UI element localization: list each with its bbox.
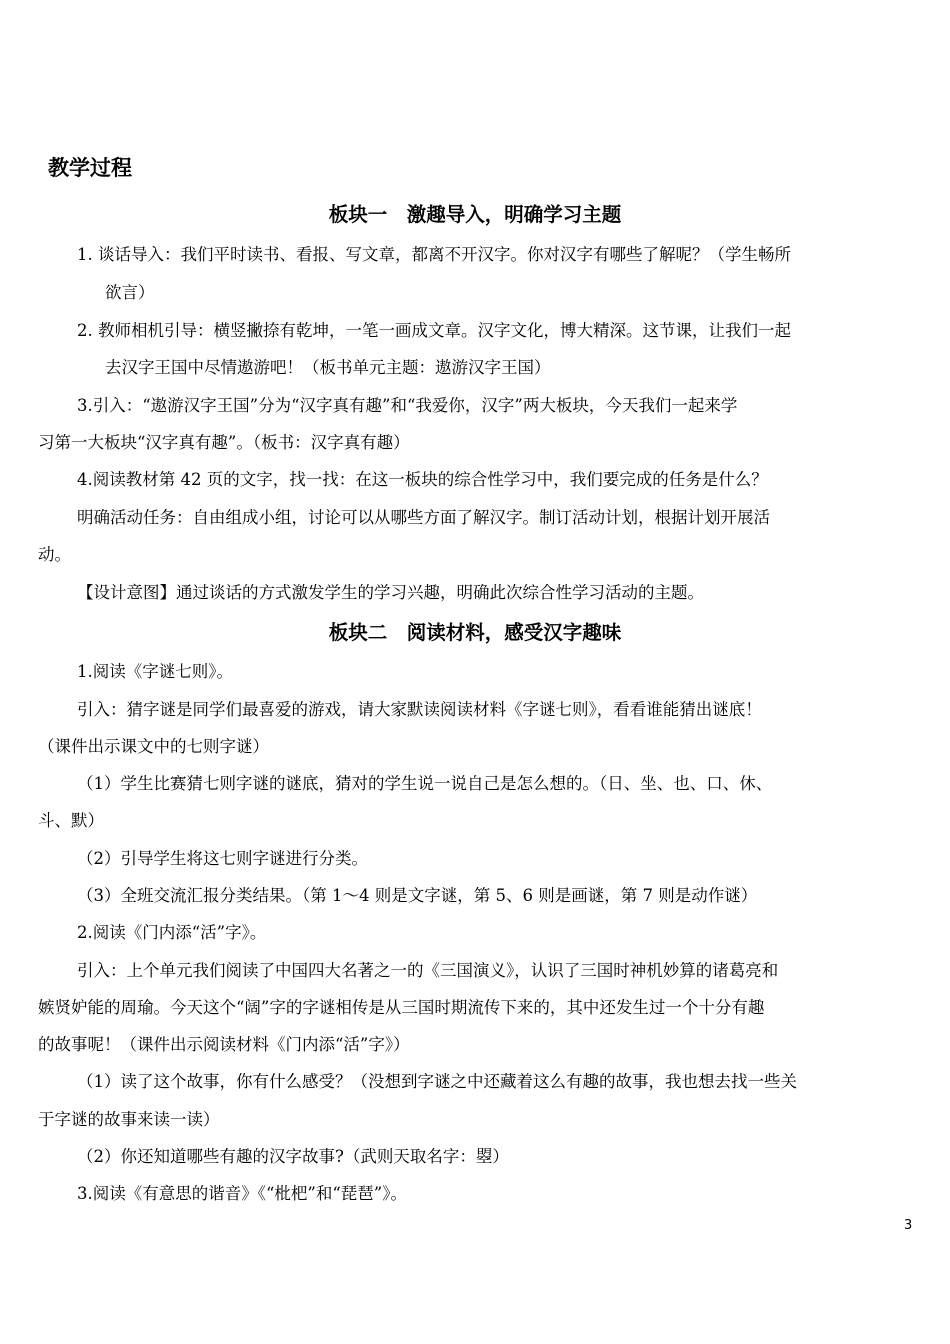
section-heading-2: 板块二 阅读材料，感受汉字趣味 (328, 621, 622, 644)
paragraph-line: （课件出示课文中的七则字谜） (38, 737, 269, 756)
paragraph-line: 引入：上个单元我们阅读了中国四大名著之一的《三国演义》，认识了三国时神机妙算的诸葛亮和 (77, 961, 779, 980)
paragraph-line: 斗、默） (38, 811, 104, 830)
paragraph-line: （1）读了这个故事，你有什么感受？（没想到字谜之中还藏着这么有趣的故事，我也想去找一些关 (77, 1072, 797, 1091)
page-number: 3 (904, 1218, 913, 1233)
paragraph-line: 明确活动任务：自由组成小组，讨论可以从哪些方面了解汉字。制订活动计划，根据计划开展活 (77, 508, 770, 527)
paragraph-line: 动。 (38, 545, 71, 564)
section-heading-1: 板块一 激趣导入，明确学习主题 (328, 203, 622, 226)
paragraph-line: 习第一大板块“汉字真有趣”。（板书：汉字真有趣） (38, 433, 410, 452)
paragraph-line: 1.阅读《字谜七则》。 (77, 662, 233, 681)
paragraph-line: 于字谜的故事来读一读） (38, 1110, 220, 1129)
paragraph-line: 2.阅读《门内添“活”字》。 (77, 923, 267, 942)
paragraph-line: （2）你还知道哪些有趣的汉字故事?（武则天取名字：曌） (77, 1147, 509, 1166)
paragraph-line: （3）全班交流汇报分类结果。（第 1～4 则是文字谜，第 5、6 则是画谜，第 7 则是动作谜） (77, 886, 758, 905)
paragraph-line: 4.阅读教材第 42 页的文字，找一找：在这一板块的综合性学习中，我们要完成的任务是什么？ (77, 470, 768, 489)
paragraph-line: 去汉字王国中尽情遨游吧！（板书单元主题：遨游汉字王国） (105, 358, 551, 377)
design-intent-note: 【设计意图】通过谈话的方式激发学生的学习兴趣，明确此次综合性学习活动的主题。 (77, 583, 704, 602)
paragraph-line: 的故事呢！（课件出示阅读材料《门内添“活”字》） (38, 1035, 410, 1054)
paragraph-line: 嫉贤妒能的周瑜。今天这个“阔”字的字谜相传是从三国时期流传下来的，其中还发生过一个十分有趣 (38, 998, 765, 1017)
paragraph-line: 引入：猜字谜是同学们最喜爱的游戏，请大家默读阅读材料《字谜七则》，看看谁能猜出谜底！ (77, 700, 762, 719)
document-title: 教学过程 (48, 156, 132, 180)
paragraph-line: 1. 谈话导入：我们平时读书、看报、写文章，都离不开汉字。你对汉字有哪些了解呢？（学生畅所 (77, 245, 791, 264)
paragraph-line: 3.引入：“遨游汉字王国”分为“汉字真有趣”和“我爱你，汉字”两大板块，今天我们一起来学 (77, 396, 738, 415)
paragraph-line: 2. 教师相机引导：横竖撇捺有乾坤，一笔一画成文章。汉字文化，博大精深。这节课，让我们一起 (77, 321, 791, 340)
paragraph-line: 欲言） (105, 283, 155, 302)
paragraph-line: 3.阅读《有意思的谐音》《“枇杷”和“琵琶”》。 (77, 1184, 407, 1203)
paragraph-line: （1）学生比赛猜七则字谜的谜底，猜对的学生说一说自己是怎么想的。（日、坐、也、口、休、 (77, 774, 773, 793)
paragraph-line: （2）引导学生将这七则字谜进行分类。 (77, 849, 368, 868)
